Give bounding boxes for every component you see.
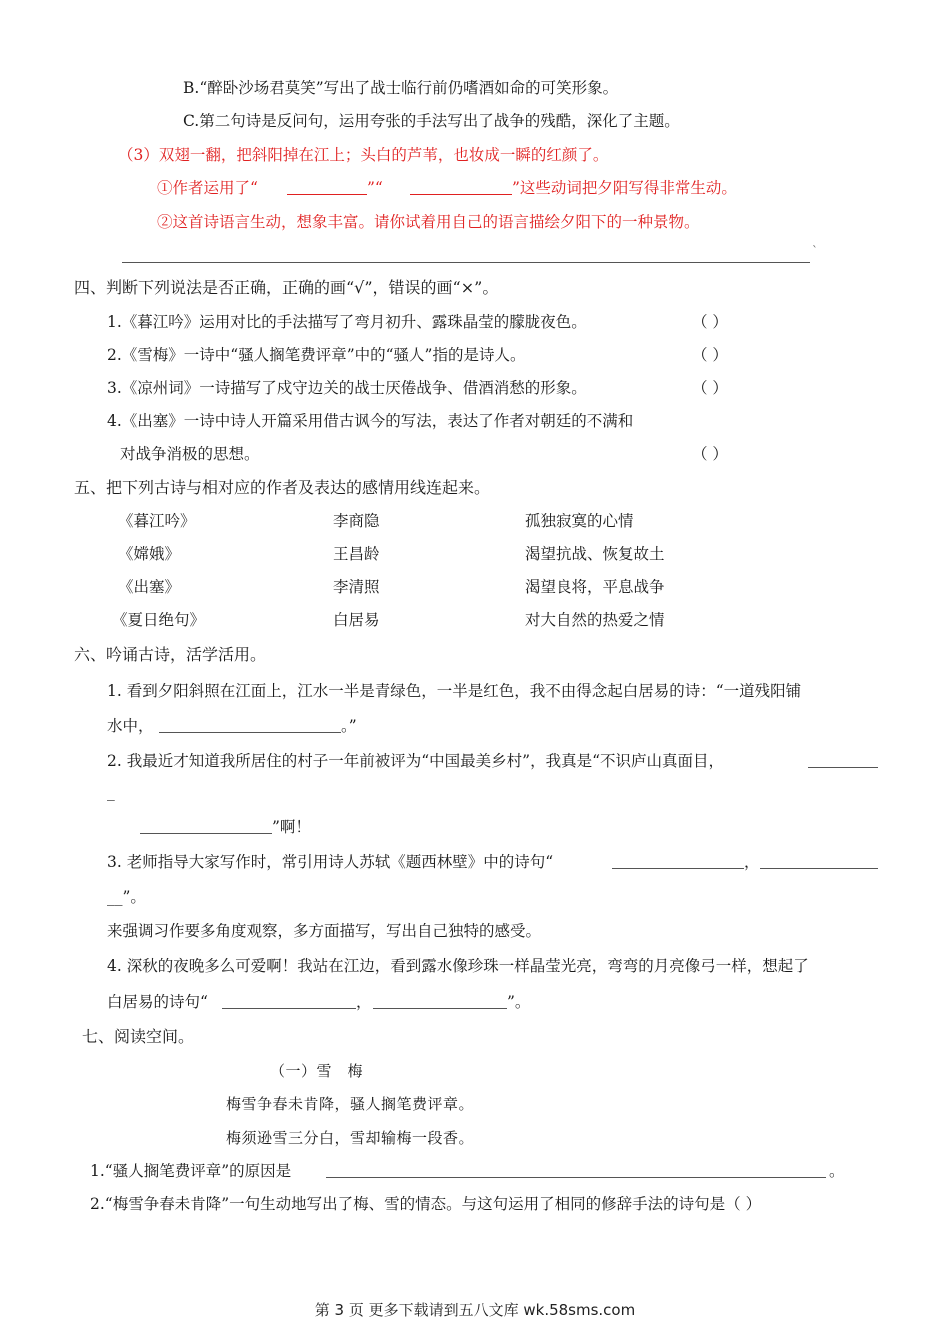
sec6-q1-end: 。” [341, 717, 357, 735]
feeling-item[interactable]: 渴望抗战、恢复故土 [525, 545, 665, 563]
sec6-q4-comma: ， [356, 993, 372, 1011]
answer-line[interactable] [122, 262, 810, 263]
author-item[interactable]: 李清照 [333, 578, 380, 596]
option-b: B.“醉卧沙场君莫笑”写出了战士临行前仍嗜酒如命的可笑形象。 [183, 79, 619, 97]
page-footer: 第 3 页 更多下载请到五八文库 wk.58sms.com [314, 1301, 636, 1319]
poem-line-1: 梅雪争春未肯降，骚人搁笔费评章。 [226, 1095, 475, 1113]
sec6-q4-line2: 白居易的诗句“ [107, 993, 208, 1011]
author-item[interactable]: 白居易 [333, 611, 380, 629]
sec4-item-3: 3.《凉州词》一诗描写了戍守边关的战士厌倦战争、借酒消愁的形象。 [107, 379, 587, 397]
poem-item[interactable]: 《夏日绝句》 [112, 611, 206, 629]
sec6-q4-end: ”。 [507, 993, 531, 1011]
sub3-q1-c: ”这些动词把夕阳写得非常生动。 [512, 179, 737, 197]
poem-item[interactable]: 《出塞》 [118, 578, 181, 596]
sub3-q1-b: ”“ [367, 179, 383, 197]
answer-paren[interactable]: （ ） [692, 346, 728, 364]
blank-line[interactable] [612, 868, 744, 869]
sec6-q2-dash: _ [107, 783, 115, 801]
stray-mark: ` [812, 244, 818, 258]
feeling-item[interactable]: 孤独寂寞的心情 [525, 512, 634, 530]
sub3-q1-a: ①作者运用了“ [157, 179, 258, 197]
section-7-title: 七、阅读空间。 [82, 1027, 195, 1046]
option-c: C.第二句诗是反问句，运用夸张的手法写出了战争的残酷，深化了主题。 [183, 112, 680, 130]
sec7-q1-end: 。 [829, 1162, 845, 1180]
answer-paren[interactable]: （ ） [692, 445, 728, 463]
blank-line[interactable] [808, 767, 878, 768]
sec6-q3-note: 来强调习作要多角度观察，多方面描写，写出自己独特的感受。 [107, 922, 542, 940]
sec4-item-2: 2.《雪梅》一诗中“骚人搁笔费评章”中的“骚人”指的是诗人。 [107, 346, 526, 364]
section-5-title: 五、把下列古诗与相对应的作者及表达的感情用线连起来。 [74, 478, 491, 497]
sec6-q2-end: ”啊！ [272, 818, 311, 836]
poem-title: （一）雪 梅 [270, 1062, 364, 1080]
sec6-q3-line1: 3. 老师指导大家写作时，常引用诗人苏轼《题西林壁》中的诗句“ [107, 853, 554, 871]
feeling-item[interactable]: 对大自然的热爱之情 [525, 611, 665, 629]
poem-line-2: 梅须逊雪三分白，雪却输梅一段香。 [226, 1129, 475, 1147]
poem-item[interactable]: 《嫦娥》 [118, 545, 181, 563]
sec6-q4-line1: 4. 深秋的夜晚多么可爱啊！我站在江边，看到露水像珍珠一样晶莹光亮，弯弯的月亮像弓一样，想起了 [107, 957, 809, 975]
answer-paren[interactable]: （ ） [692, 379, 728, 397]
blank-line[interactable] [760, 868, 878, 869]
sec7-q2: 2.“梅雪争春未肯降”一句生动地写出了梅、雪的情态。与这句运用了相同的修辞手法的诗句是（ ） [90, 1195, 762, 1213]
blank-line[interactable] [326, 1177, 826, 1178]
sec6-q3-comma: ， [744, 853, 760, 871]
blank-line[interactable] [373, 1008, 507, 1009]
sub3-q2: ②这首诗语言生动，想象丰富。请你试着用自己的语言描绘夕阳下的一种景物。 [157, 213, 700, 231]
author-item[interactable]: 王昌龄 [333, 545, 380, 563]
section-4-title: 四、判断下列说法是否正确，正确的画“√”，错误的画“×”。 [74, 278, 499, 297]
blank-line[interactable] [410, 194, 512, 195]
sec4-item-4-cont: 对战争消极的思想。 [120, 445, 260, 463]
sec6-q1-line1: 1. 看到夕阳斜照在江面上，江水一半是青绿色，一半是红色，我不由得念起白居易的诗：“一道残阳铺 [107, 682, 802, 700]
blank-line[interactable] [140, 833, 272, 834]
author-item[interactable]: 李商隐 [333, 512, 380, 530]
sec7-q1: 1.“骚人搁笔费评章”的原因是 [90, 1162, 292, 1180]
blank-line[interactable] [159, 732, 341, 733]
sec4-item-4: 4.《出塞》一诗中诗人开篇采用借古讽今的写法，表达了作者对朝廷的不满和 [107, 412, 634, 430]
feeling-item[interactable]: 渴望良将，平息战争 [525, 578, 665, 596]
blank-line[interactable] [287, 194, 367, 195]
blank-line[interactable] [222, 1008, 356, 1009]
sec6-q2-line1: 2. 我最近才知道我所居住的村子一年前被评为“中国最美乡村”，我真是“不识庐山真面目， [107, 752, 724, 770]
sec4-item-1: 1.《暮江吟》运用对比的手法描写了弯月初升、露珠晶莹的朦胧夜色。 [107, 313, 587, 331]
answer-paren[interactable]: （ ） [692, 313, 728, 331]
sub3-title: （3）双翅一翻，把斜阳掉在江上；头白的芦苇，也妆成一瞬的红颜了。 [118, 146, 609, 164]
section-6-title: 六、吟诵古诗，活学活用。 [74, 645, 267, 664]
poem-item[interactable]: 《暮江吟》 [118, 512, 196, 530]
sec6-q3-end: __”。 [107, 888, 146, 906]
sec6-q1-line2: 水中， [107, 717, 154, 735]
